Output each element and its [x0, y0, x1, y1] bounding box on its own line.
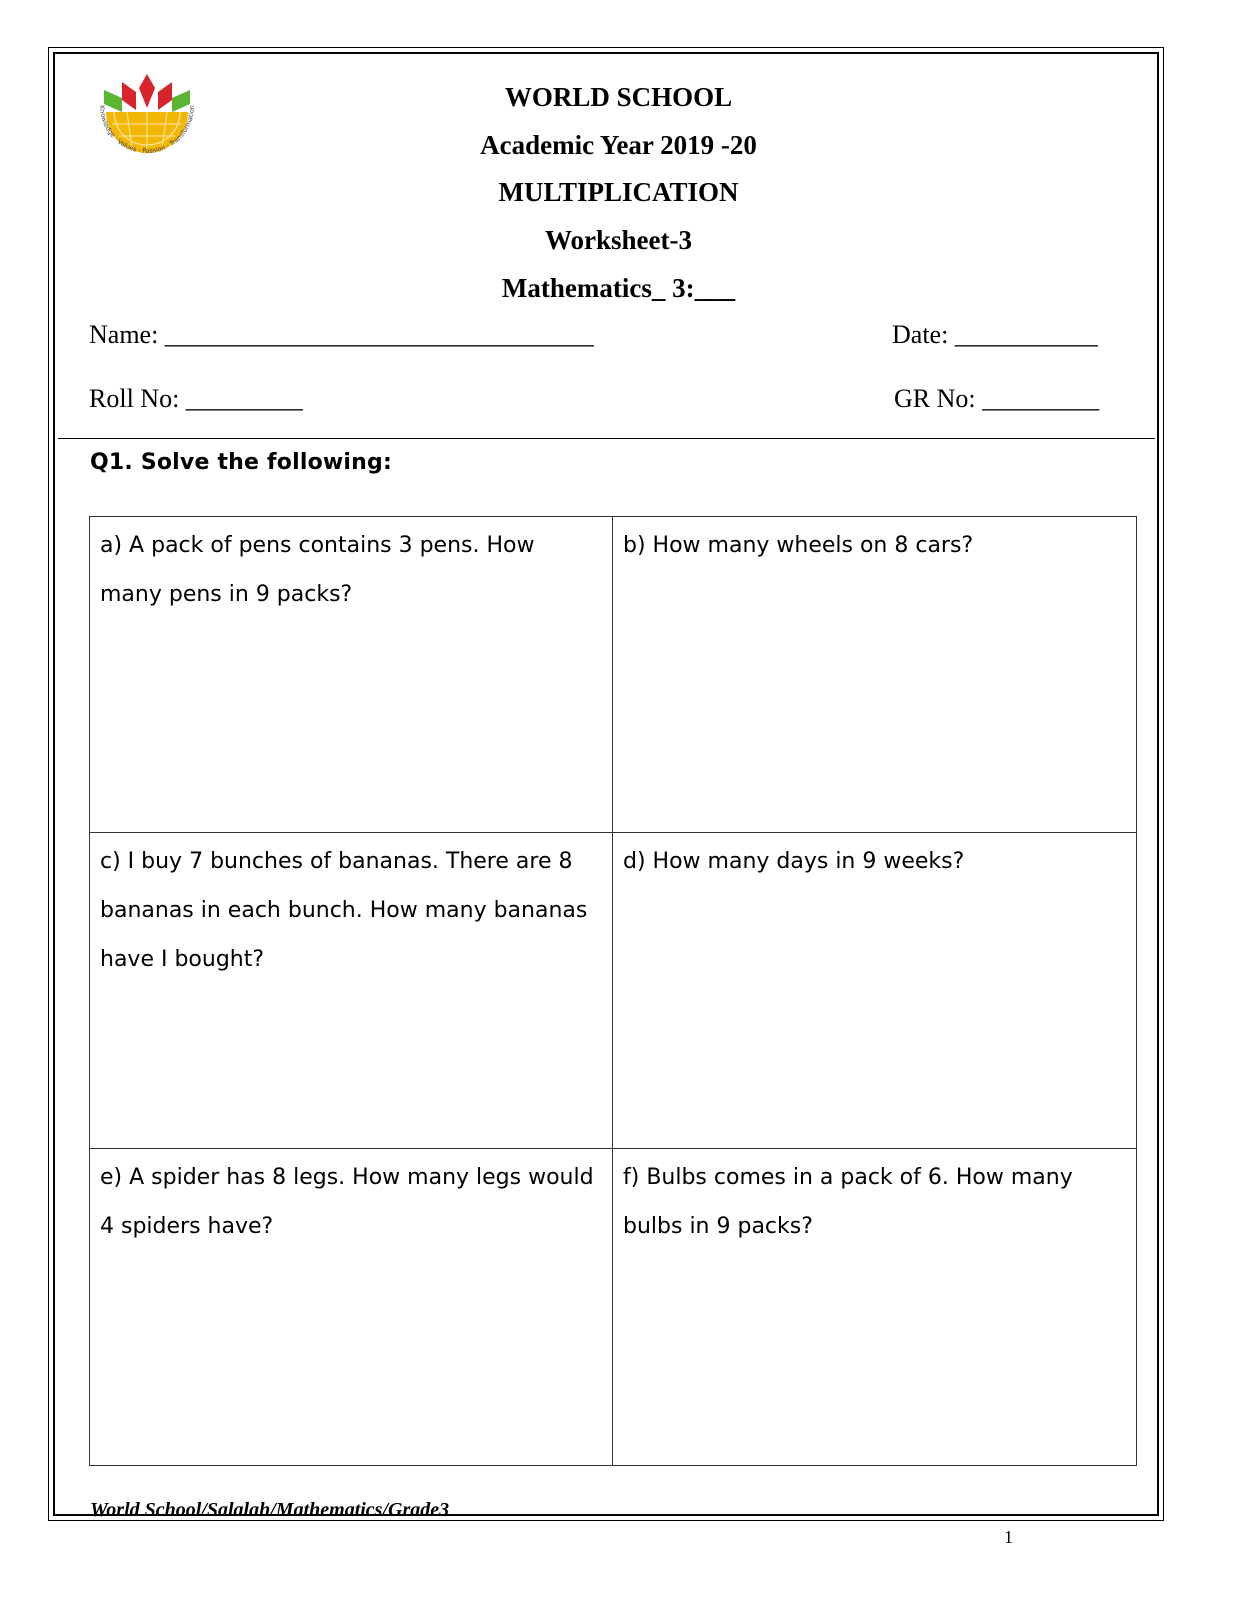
- question-cell-e[interactable]: e) A spider has 8 legs. How many legs would 4 spiders have?: [90, 1149, 613, 1465]
- question-cell-b[interactable]: b) How many wheels on 8 cars?: [613, 517, 1136, 833]
- header-divider: [58, 438, 1155, 439]
- page-number: 1: [1004, 1527, 1013, 1547]
- question-heading: Q1. Solve the following:: [90, 450, 392, 475]
- logo-motto: Knowledge · Values · Passion · Transformation: [97, 105, 197, 156]
- worksheet-number: Worksheet-3: [545, 225, 692, 255]
- roll-no-field[interactable]: Roll No: _________: [89, 384, 303, 413]
- academic-year: Academic Year 2019 -20: [480, 130, 757, 160]
- date-field[interactable]: Date: ___________: [892, 320, 1098, 349]
- worksheet-topic: MULTIPLICATION: [498, 177, 739, 207]
- footer-text: World School/Salalah/Mathematics/Grade3: [90, 1499, 450, 1517]
- subject-grade: Mathematics_ 3:___: [501, 273, 736, 303]
- name-field[interactable]: Name: _________________________________: [89, 320, 594, 349]
- question-cell-a[interactable]: a) A pack of pens contains 3 pens. How many pens in 9 packs?: [90, 517, 613, 833]
- question-grid: [89, 516, 1137, 1466]
- gr-no-field[interactable]: GR No: _________: [894, 384, 1100, 413]
- question-cell-c[interactable]: c) I buy 7 bunches of bananas. There are 8 bananas in each bunch. How many bananas have I bought?: [90, 833, 613, 1149]
- question-cell-d[interactable]: d) How many days in 9 weeks?: [613, 833, 1136, 1149]
- school-name: WORLD SCHOOL: [504, 82, 733, 112]
- question-cell-f[interactable]: f) Bulbs comes in a pack of 6. How many bulbs in 9 packs?: [623, 1165, 1073, 1239]
